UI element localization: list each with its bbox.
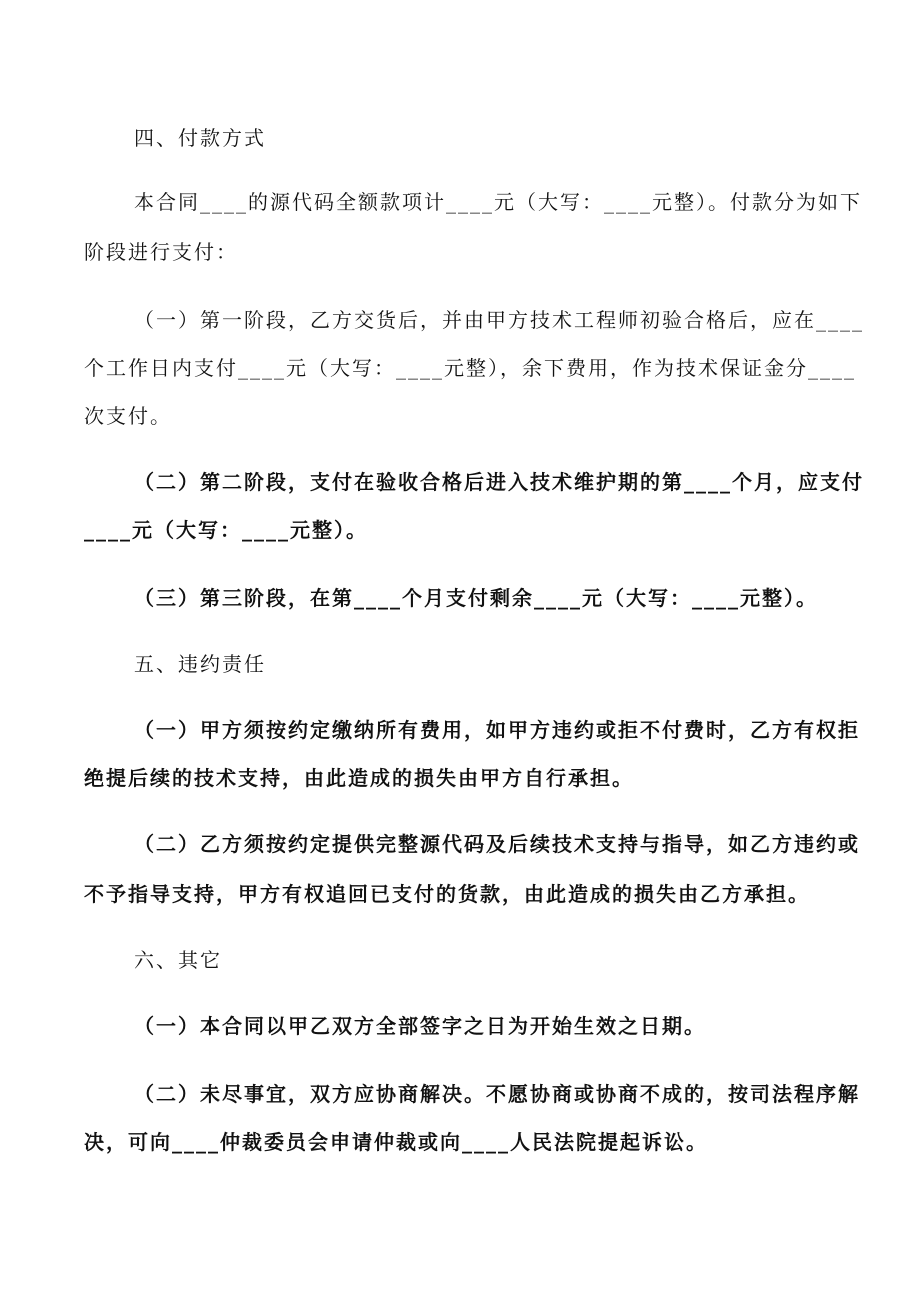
- payment-intro-line-1: 本合同____的源代码全额款项计____元（大写：____元整）。付款分为如下: [134, 190, 862, 214]
- stage2-line-1: （二）第二阶段，支付在验收合格后进入技术维护期的第____个月，应支付: [134, 470, 864, 494]
- section-heading-payment: 四、付款方式: [134, 126, 266, 150]
- liability-item1-line-2: 绝提后续的技术支持，由此造成的损失由甲方自行承担。: [84, 766, 634, 790]
- section-heading-other: 六、其它: [134, 948, 222, 972]
- stage1-line-2: 个工作日内支付____元（大写：____元整），余下费用，作为技术保证金分____: [84, 356, 856, 380]
- stage2-line-2: ____元（大写：____元整）。: [84, 518, 368, 542]
- other-item2-line-1: （二）未尽事宜，双方应协商解决。不愿协商或协商不成的，按司法程序解: [134, 1082, 860, 1106]
- section-heading-liability: 五、违约责任: [134, 652, 266, 676]
- other-item1-line-1: （一）本合同以甲乙双方全部签字之日为开始生效之日期。: [134, 1014, 706, 1038]
- liability-item2-line-2: 不予指导支持，甲方有权追回已支付的货款，由此造成的损失由乙方承担。: [84, 882, 810, 906]
- stage3-line-1: （三）第三阶段，在第____个月支付剩余____元（大写：____元整）。: [134, 586, 818, 610]
- liability-item2-line-1: （二）乙方须按约定提供完整源代码及后续技术支持与指导，如乙方违约或: [134, 832, 860, 856]
- liability-item1-line-1: （一）甲方须按约定缴纳所有费用，如甲方违约或拒不付费时，乙方有权拒: [134, 718, 860, 742]
- stage1-line-1: （一）第一阶段，乙方交货后，并由甲方技术工程师初验合格后，应在____: [134, 308, 864, 332]
- stage1-line-3: 次支付。: [84, 404, 172, 428]
- other-item2-line-2: 决，可向____仲裁委员会申请仲裁或向____人民法院提起诉讼。: [84, 1130, 708, 1154]
- payment-intro-line-2: 阶段进行支付：: [84, 240, 238, 264]
